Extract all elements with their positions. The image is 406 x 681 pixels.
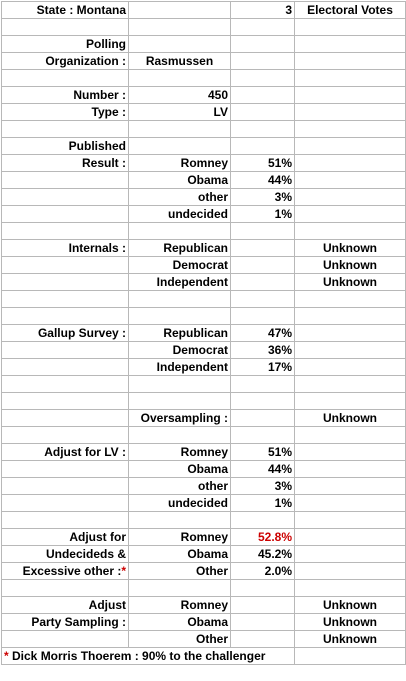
pct-cell[interactable]: 51% bbox=[231, 444, 295, 461]
footnote-text: Dick Morris Thoerem : 90% to the challenger bbox=[8, 649, 266, 663]
empty-cell[interactable] bbox=[2, 206, 129, 223]
internals-democrat-row bbox=[2, 257, 406, 274]
polling-label-cell[interactable]: Polling bbox=[2, 36, 129, 53]
empty-cell[interactable] bbox=[129, 291, 231, 308]
empty-row bbox=[2, 393, 406, 410]
empty-cell[interactable] bbox=[129, 121, 231, 138]
empty-row bbox=[2, 308, 406, 325]
empty-cell[interactable] bbox=[231, 631, 295, 648]
adjust-lv-label-cell[interactable]: Adjust for LV : bbox=[2, 444, 129, 461]
gallup-democrat-row bbox=[2, 342, 406, 359]
published-romney-row bbox=[2, 155, 406, 172]
empty-cell[interactable] bbox=[2, 70, 129, 87]
polling-row-1 bbox=[2, 36, 406, 53]
empty-cell[interactable] bbox=[295, 444, 406, 461]
party-cell[interactable]: Republican bbox=[129, 240, 231, 257]
empty-cell[interactable] bbox=[295, 376, 406, 393]
empty-cell[interactable] bbox=[2, 274, 129, 291]
pct-cell[interactable]: 1% bbox=[231, 495, 295, 512]
empty-cell[interactable] bbox=[295, 104, 406, 121]
empty-cell[interactable] bbox=[2, 376, 129, 393]
adjust-und-obama-row bbox=[2, 546, 406, 563]
empty-cell[interactable] bbox=[295, 495, 406, 512]
adjust-und-romney-row bbox=[2, 529, 406, 546]
empty-cell[interactable] bbox=[295, 546, 406, 563]
gallup-label-cell[interactable]: Gallup Survey : bbox=[2, 325, 129, 342]
empty-cell[interactable] bbox=[129, 427, 231, 444]
adjust-undecided-label-cell[interactable] bbox=[2, 563, 129, 580]
empty-cell[interactable] bbox=[295, 563, 406, 580]
empty-cell[interactable] bbox=[295, 19, 406, 36]
candidate-cell[interactable]: Romney bbox=[129, 444, 231, 461]
type-row bbox=[2, 104, 406, 121]
empty-cell[interactable] bbox=[231, 121, 295, 138]
party-cell[interactable]: Independent bbox=[129, 359, 231, 376]
empty-cell[interactable] bbox=[231, 104, 295, 121]
empty-cell[interactable] bbox=[295, 53, 406, 70]
empty-cell[interactable] bbox=[295, 155, 406, 172]
footnote-asterisk: * bbox=[4, 649, 9, 663]
empty-cell[interactable] bbox=[129, 223, 231, 240]
organization-value-cell[interactable]: Rasmussen bbox=[129, 53, 231, 70]
gallup-republican-row bbox=[2, 325, 406, 342]
empty-cell[interactable] bbox=[2, 308, 129, 325]
status-cell[interactable]: Unknown bbox=[295, 240, 406, 257]
empty-cell[interactable] bbox=[231, 308, 295, 325]
adjust-lv-undecided-row bbox=[2, 495, 406, 512]
pct-cell[interactable]: 36% bbox=[231, 342, 295, 359]
result-label-cell[interactable]: Result : bbox=[2, 155, 129, 172]
empty-cell[interactable] bbox=[129, 393, 231, 410]
empty-cell[interactable] bbox=[129, 70, 231, 87]
empty-cell[interactable] bbox=[129, 376, 231, 393]
electoral-label-cell[interactable]: Electoral Votes bbox=[295, 2, 406, 19]
candidate-cell[interactable]: Romney bbox=[129, 529, 231, 546]
empty-cell[interactable] bbox=[295, 478, 406, 495]
empty-cell[interactable] bbox=[2, 172, 129, 189]
pct-cell-highlight[interactable]: 52.8% bbox=[231, 529, 295, 546]
spreadsheet bbox=[1, 1, 406, 665]
empty-cell[interactable] bbox=[295, 461, 406, 478]
empty-row bbox=[2, 223, 406, 240]
number-value-cell[interactable]: 450 bbox=[129, 87, 231, 104]
empty-cell[interactable] bbox=[231, 597, 295, 614]
party-cell[interactable]: Republican bbox=[129, 325, 231, 342]
empty-cell[interactable] bbox=[2, 189, 129, 206]
electoral-count-cell[interactable]: 3 bbox=[231, 2, 295, 19]
status-cell[interactable]: Unknown bbox=[295, 257, 406, 274]
empty-cell[interactable] bbox=[295, 580, 406, 597]
published-undecided-row bbox=[2, 206, 406, 223]
empty-row bbox=[2, 121, 406, 138]
empty-cell[interactable] bbox=[295, 529, 406, 546]
adjust-party-label-cell[interactable]: Party Sampling : bbox=[2, 614, 129, 631]
empty-cell[interactable] bbox=[2, 478, 129, 495]
adjust-lv-obama-row bbox=[2, 461, 406, 478]
pct-cell[interactable]: 3% bbox=[231, 189, 295, 206]
empty-cell[interactable] bbox=[129, 36, 231, 53]
candidate-cell[interactable]: undecided bbox=[129, 495, 231, 512]
empty-cell[interactable] bbox=[295, 223, 406, 240]
pct-cell[interactable]: 2.0% bbox=[231, 563, 295, 580]
empty-cell[interactable] bbox=[2, 631, 129, 648]
pct-cell[interactable]: 17% bbox=[231, 359, 295, 376]
internals-label-cell[interactable]: Internals : bbox=[2, 240, 129, 257]
published-label-cell[interactable]: Published bbox=[2, 138, 129, 155]
candidate-cell[interactable]: Other bbox=[129, 563, 231, 580]
empty-cell[interactable] bbox=[2, 359, 129, 376]
candidate-cell[interactable]: Obama bbox=[129, 546, 231, 563]
empty-cell[interactable] bbox=[295, 308, 406, 325]
empty-cell[interactable] bbox=[129, 308, 231, 325]
empty-cell[interactable] bbox=[231, 580, 295, 597]
status-cell[interactable]: Unknown bbox=[295, 631, 406, 648]
empty-cell[interactable] bbox=[231, 53, 295, 70]
gallup-independent-row bbox=[2, 359, 406, 376]
empty-cell[interactable] bbox=[295, 512, 406, 529]
pct-cell[interactable]: 44% bbox=[231, 172, 295, 189]
adjust-party-other-row bbox=[2, 631, 406, 648]
empty-cell[interactable] bbox=[2, 512, 129, 529]
status-cell[interactable]: Unknown bbox=[295, 614, 406, 631]
empty-cell[interactable] bbox=[231, 257, 295, 274]
adjust-party-romney-row bbox=[2, 597, 406, 614]
empty-row bbox=[2, 376, 406, 393]
pct-cell[interactable]: 45.2% bbox=[231, 546, 295, 563]
empty-cell[interactable] bbox=[2, 342, 129, 359]
empty-cell[interactable] bbox=[295, 342, 406, 359]
number-label-cell[interactable]: Number : bbox=[2, 87, 129, 104]
party-cell[interactable]: Independent bbox=[129, 274, 231, 291]
empty-cell[interactable] bbox=[2, 121, 129, 138]
status-cell[interactable]: Unknown bbox=[295, 410, 406, 427]
empty-row bbox=[2, 512, 406, 529]
empty-cell[interactable] bbox=[295, 189, 406, 206]
adjust-lv-romney-row bbox=[2, 444, 406, 461]
candidate-cell[interactable]: Romney bbox=[129, 597, 231, 614]
excessive-other-label: Excessive other : bbox=[22, 564, 122, 578]
empty-cell[interactable] bbox=[2, 495, 129, 512]
empty-cell[interactable] bbox=[231, 36, 295, 53]
state-cell[interactable]: State : Montana bbox=[2, 2, 129, 19]
candidate-cell[interactable]: other bbox=[129, 189, 231, 206]
asterisk-marker: * bbox=[121, 564, 126, 578]
empty-row bbox=[2, 427, 406, 444]
empty-cell[interactable] bbox=[129, 580, 231, 597]
polling-row-2 bbox=[2, 53, 406, 70]
published-row-1 bbox=[2, 138, 406, 155]
header-row bbox=[2, 2, 406, 19]
empty-cell[interactable] bbox=[231, 427, 295, 444]
party-cell[interactable]: Democrat bbox=[129, 342, 231, 359]
status-cell[interactable]: Unknown bbox=[295, 274, 406, 291]
empty-cell[interactable] bbox=[231, 274, 295, 291]
adjust-party-obama-row bbox=[2, 614, 406, 631]
empty-cell[interactable] bbox=[129, 512, 231, 529]
empty-cell[interactable] bbox=[295, 359, 406, 376]
empty-row bbox=[2, 291, 406, 308]
pct-cell[interactable]: 44% bbox=[231, 461, 295, 478]
empty-cell[interactable] bbox=[231, 138, 295, 155]
empty-cell[interactable] bbox=[295, 172, 406, 189]
empty-cell[interactable] bbox=[2, 461, 129, 478]
published-other-row bbox=[2, 189, 406, 206]
candidate-cell[interactable]: Romney bbox=[129, 155, 231, 172]
empty-cell[interactable] bbox=[2, 410, 129, 427]
empty-cell[interactable] bbox=[231, 376, 295, 393]
empty-row bbox=[2, 580, 406, 597]
empty-cell[interactable] bbox=[295, 138, 406, 155]
empty-cell[interactable] bbox=[2, 393, 129, 410]
empty-cell[interactable] bbox=[295, 325, 406, 342]
number-row bbox=[2, 87, 406, 104]
pct-cell[interactable]: 1% bbox=[231, 206, 295, 223]
candidate-cell[interactable]: Other bbox=[129, 631, 231, 648]
empty-cell[interactable] bbox=[295, 121, 406, 138]
empty-cell[interactable] bbox=[231, 223, 295, 240]
candidate-cell[interactable]: Obama bbox=[129, 614, 231, 631]
internals-republican-row bbox=[2, 240, 406, 257]
empty-row bbox=[2, 19, 406, 36]
empty-cell[interactable] bbox=[129, 2, 231, 19]
footnote-cell[interactable] bbox=[2, 648, 295, 665]
empty-cell[interactable] bbox=[231, 614, 295, 631]
candidate-cell[interactable]: Obama bbox=[129, 172, 231, 189]
empty-cell[interactable] bbox=[2, 427, 129, 444]
empty-row bbox=[2, 70, 406, 87]
empty-cell[interactable] bbox=[231, 410, 295, 427]
empty-cell[interactable] bbox=[129, 19, 231, 36]
empty-cell[interactable] bbox=[295, 291, 406, 308]
published-obama-row bbox=[2, 172, 406, 189]
adjust-und-other-row bbox=[2, 563, 406, 580]
empty-cell[interactable] bbox=[295, 87, 406, 104]
party-cell[interactable]: Democrat bbox=[129, 257, 231, 274]
type-label-cell[interactable]: Type : bbox=[2, 104, 129, 121]
empty-cell[interactable] bbox=[231, 19, 295, 36]
organization-label-cell[interactable]: Organization : bbox=[2, 53, 129, 70]
empty-cell[interactable] bbox=[295, 36, 406, 53]
status-cell[interactable]: Unknown bbox=[295, 597, 406, 614]
empty-cell[interactable] bbox=[231, 393, 295, 410]
empty-cell[interactable] bbox=[2, 257, 129, 274]
empty-cell[interactable] bbox=[295, 648, 406, 665]
candidate-cell[interactable]: other bbox=[129, 478, 231, 495]
pct-cell[interactable]: 51% bbox=[231, 155, 295, 172]
candidate-cell[interactable]: undecided bbox=[129, 206, 231, 223]
adjust-lv-other-row bbox=[2, 478, 406, 495]
empty-cell[interactable] bbox=[2, 19, 129, 36]
candidate-cell[interactable]: Obama bbox=[129, 461, 231, 478]
adjust-undecided-label-cell[interactable]: Undecideds & bbox=[2, 546, 129, 563]
empty-cell[interactable] bbox=[2, 580, 129, 597]
type-value-cell[interactable]: LV bbox=[129, 104, 231, 121]
empty-cell[interactable] bbox=[231, 512, 295, 529]
empty-cell[interactable] bbox=[2, 291, 129, 308]
empty-cell[interactable] bbox=[295, 206, 406, 223]
adjust-party-label-cell[interactable]: Adjust bbox=[2, 597, 129, 614]
oversampling-label-cell[interactable]: Oversampling : bbox=[129, 410, 231, 427]
empty-cell[interactable] bbox=[295, 427, 406, 444]
internals-independent-row bbox=[2, 274, 406, 291]
oversampling-row bbox=[2, 410, 406, 427]
pct-cell[interactable]: 3% bbox=[231, 478, 295, 495]
pct-cell[interactable]: 47% bbox=[231, 325, 295, 342]
empty-cell[interactable] bbox=[231, 240, 295, 257]
empty-cell[interactable] bbox=[231, 87, 295, 104]
adjust-undecided-label-cell[interactable]: Adjust for bbox=[2, 529, 129, 546]
empty-cell[interactable] bbox=[295, 70, 406, 87]
empty-cell[interactable] bbox=[129, 138, 231, 155]
empty-cell[interactable] bbox=[231, 291, 295, 308]
footnote-row bbox=[2, 648, 406, 665]
empty-cell[interactable] bbox=[2, 223, 129, 240]
empty-cell[interactable] bbox=[295, 393, 406, 410]
empty-cell[interactable] bbox=[231, 70, 295, 87]
